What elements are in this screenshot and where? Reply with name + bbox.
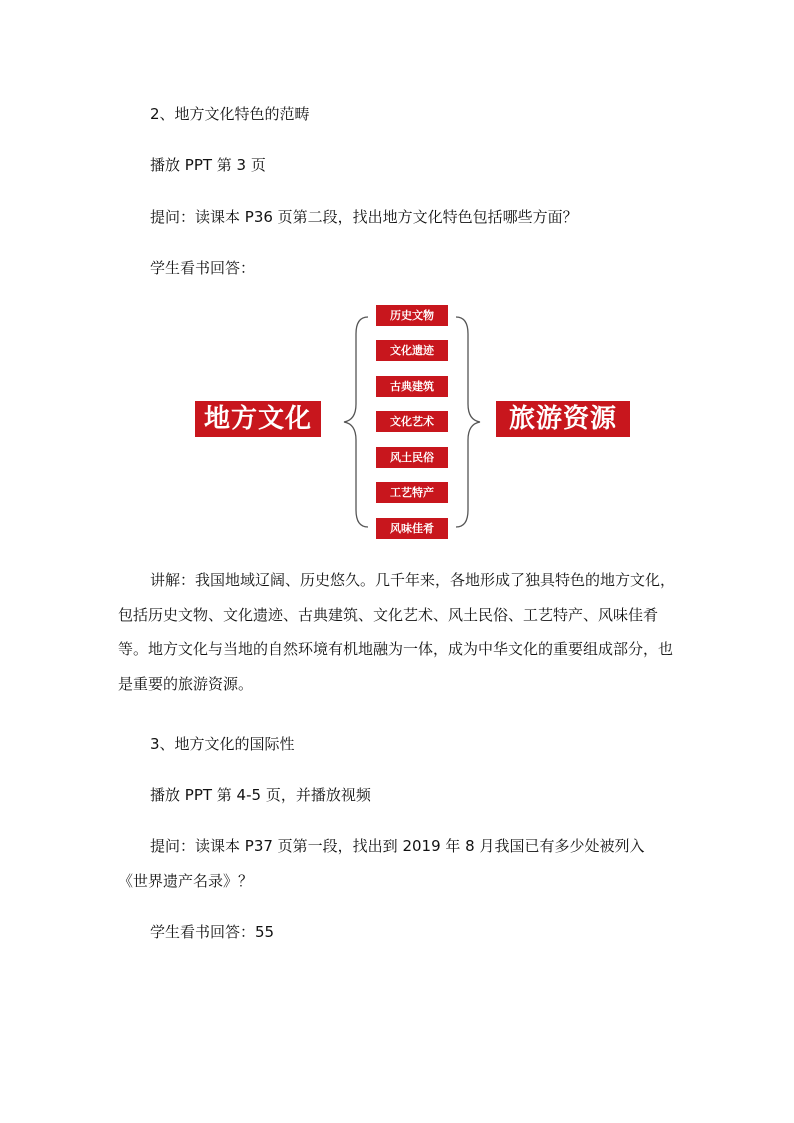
question-1-text: 提问：读课本 P36 页第二段，找出地方文化特色包括哪些方面？	[150, 208, 578, 226]
diagram-item: 历史文物	[376, 305, 448, 326]
diagram-left-label: 地方文化	[195, 401, 321, 437]
culture-tourism-diagram	[190, 300, 640, 544]
student-answer-2-text: 学生看书回答：55	[150, 923, 275, 941]
diagram-item: 文化艺术	[376, 411, 448, 432]
diagram-item: 古典建筑	[376, 376, 448, 397]
diagram-right-label: 旅游资源	[496, 401, 630, 437]
student-answer-1-text: 学生看书回答：	[150, 259, 256, 277]
explanation-paragraph: 讲解：我国地域辽阔、历史悠久。几千年来，各地形成了独具特色的地方文化，包括历史文物、文化遗迹、古典建筑、文化艺术、风土民俗、工艺特产、风味佳肴等。地方文化与当地的自然环境有机地融为一体，成为中华文化的重要组成部分，也是重要的旅游资源。	[118, 571, 676, 694]
question-2-line1: 提问：读课本 P37 页第一段，找出到 2019 年 8 月我国已有多少处被列入	[150, 837, 645, 855]
question-2-line2: 《世界遗产名录》？	[118, 872, 254, 890]
section3-heading: 3、地方文化的国际性	[150, 735, 295, 753]
right-brace	[456, 317, 480, 527]
section2-heading: 2、地方文化特色的范畴	[150, 105, 310, 123]
diagram-item: 风土民俗	[376, 447, 448, 468]
play-ppt-45-text: 播放 PPT 第 4-5 页，并播放视频	[150, 786, 371, 804]
diagram-item: 风味佳肴	[376, 518, 448, 539]
left-brace	[344, 317, 368, 527]
diagram-item: 文化遗迹	[376, 340, 448, 361]
diagram-item: 工艺特产	[376, 482, 448, 503]
play-ppt-3-text: 播放 PPT 第 3 页	[150, 156, 266, 174]
